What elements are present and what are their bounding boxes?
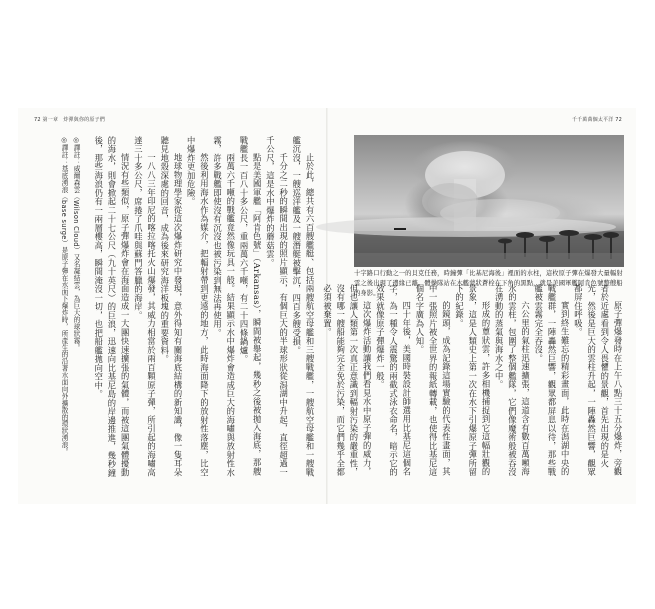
body-paragraph: 千分之二秒的瞬間出現的照片顯示，有個巨大的半球形狀從潟湖中升起，直徑超過一千公尺，這是水中爆炸的蘑菇雲。 (265, 136, 289, 477)
body-paragraph: 兩萬六千噸的戰艦竟然像玩具一般。結果顯示水中爆炸會造成巨大的海嘯與放射性水霧，許多戰艦即使沒有沉沒也被污染到無法再使用。 (212, 136, 236, 477)
bikini-explosion-photo (354, 135, 624, 267)
left-running-head: 72 第一章 炸彈與你的原子們 (34, 117, 105, 123)
right-running-head: 千千萬萬個太平洋 72 (571, 117, 622, 123)
body-paragraph: 止於此，總共有六百艘艦艇、包括兩艘航空母艦和三艘戰艦，一艘航空母艦和一艘戰艦沉沒，一艘巡洋艦及一艘潛艇被擊沉，四百多艘受損。 (291, 136, 315, 477)
photo-illustration (354, 135, 624, 267)
footnote: ◎譯註：威爾森雲（Wilson Cloud）又名凝結雲，為巨大的球狀霧。 (72, 136, 80, 352)
body-paragraph: 一八八三年印尼的喀拉喀托火山爆發，其威力相當於兩百顆原子彈，所引起的海嘯高達三十多公尺，席捲了爪哇與蘇門答臘的海岸。 (133, 136, 157, 477)
body-paragraph: 原子彈爆發時在上午八點三十五分爆炸，旁觀者於近處看到令人畏懼的景觀，首先出現的是火光，然後是巨大的雲柱升起，一陣轟然巨響，觀眾都屏住呼吸。 (573, 284, 623, 477)
body-paragraph: 情況有些類似，原子彈爆炸會在海面造成一大團快速擴張的氣體，而被這團氣體擾動的海水，則會掀起二十七公尺（九十英尺）的巨浪，迅速向比基尼島的岸邊推進，幾秒鐘後，那些海浪仍有一兩層樓高，瞬間淹沒一切，也把船艦拋向空中。 (93, 136, 131, 478)
photo-caption: 十字路口行動之一的貝克任務，時鐘彈「比基尼海後」裡面的水柱，這枚原子彈在爆發大量輻射雲之後出現了邊緣已離。體操隊站在木艦蒙狀蒼栓在下角的黑點，就是美國軍艦阿肯色號整艘船的身影。 (354, 270, 623, 297)
body-paragraph: 實到終生難忘的精彩畫面，此時在潟湖中央的戰艦群，一陣轟然巨響，觀眾都屏息以待，那些戰艦被雲霧完全吞沒。 (533, 284, 571, 477)
body-paragraph: 點是美國軍艦「阿肯色號」（Arkansas），瞬間被舉起，幾秒之後被拋入海底，那艘戰艦長一百八十多公尺，重兩萬六千噸，有二十四條鍋爐。 (238, 136, 263, 476)
body-paragraph: 形成的蕈狀雲，許多相機捕捉到它這幅壯觀的景象，這是人類史上第一次在水下引爆原子彈所留下的紀錄。 (454, 284, 491, 477)
left-page-body (88, 136, 316, 478)
body-paragraph: 六公里的氣柱迅速擴張，這道含有數百萬噸海水的雲柱，包圍了整個艦隊，它們像魔術般被吞沒在湧動的蒸氣與海水之中。 (494, 284, 531, 477)
body-paragraph: 這次爆炸活動讓我們看見水中原子彈的威力，但也讓人類第一次真正意識到輻射污染的嚴重性，沒有哪一艘船能夠完全免於污染，而它們幾乎全都必須被棄置。 (322, 284, 373, 477)
footnote: ◎譯註：基底湧浪（base surge）是原子彈在水面下爆炸時，所產生的沿著水面向外擴散的環狀湧浪。 (60, 136, 68, 456)
body-paragraph: 地球物理學家從這次爆炸研究中發現，意外得知有關海底結構的新知識，像一隻耳朵聽見地殼深處的回音，成為後來研究海洋板塊的重要資料。 (159, 136, 183, 477)
translator-notes (34, 136, 82, 478)
right-page-body (322, 284, 624, 480)
book-spread (18, 108, 636, 504)
body-paragraph: 然後利用海水作為媒介，把輻射帶到更遠的地方，此時海面降下的放射性落塵，比空中爆炸更加危險。 (186, 136, 210, 477)
body-paragraph: 四十年後，美國時裝設計師選用比基尼這個名字，為一種令人震驚的兩截式泳衣命名，暗示它的效果就像原子彈爆炸一般。 (375, 284, 412, 477)
body-paragraph: 的鏡頭，成為記錄這場實驗的代表性畫面，其中一張照片被全世界的報紙轉載，也使得比基尼這個名字廣為人知。 (414, 284, 452, 477)
